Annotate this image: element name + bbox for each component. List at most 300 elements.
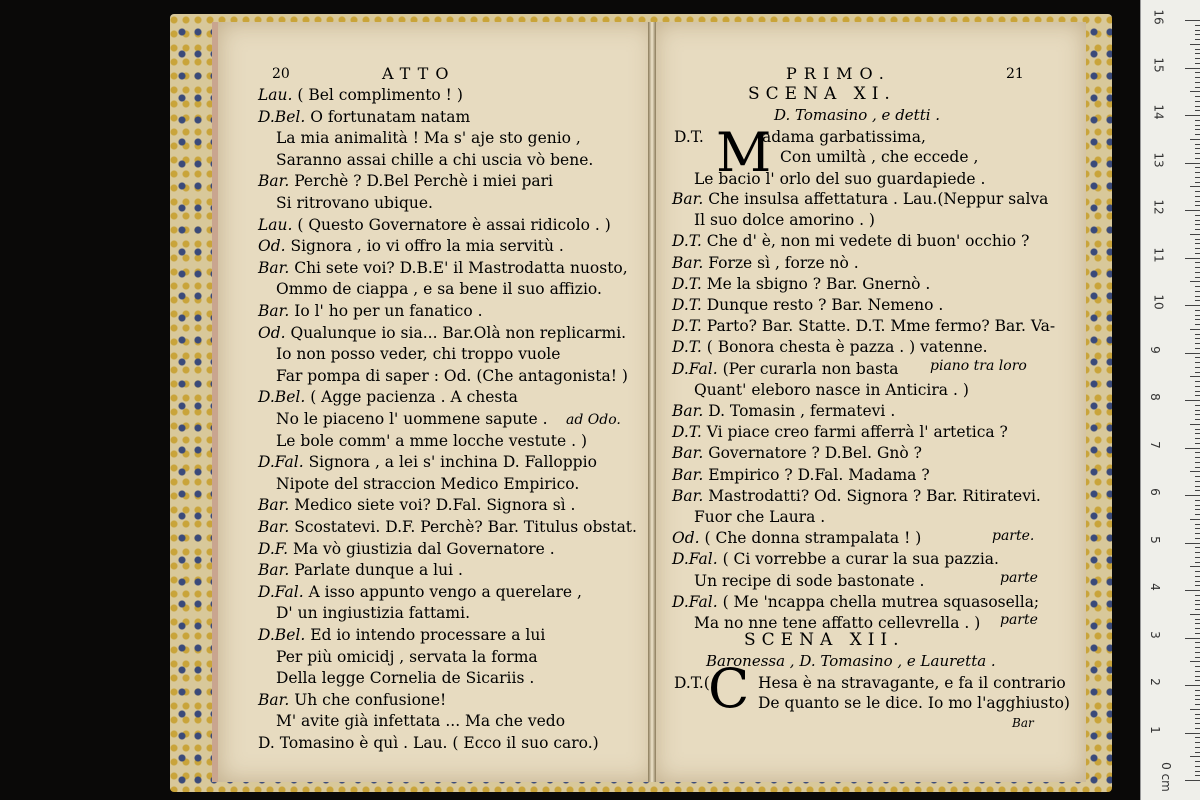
verse-text: Scostatevi. D.F. Perchè? Bar. Titulus obstat. bbox=[294, 518, 637, 536]
verse-text: Dunque resto ? Bar. Nemeno . bbox=[706, 296, 944, 314]
verse-text: ( Che donna strampalata ! ) bbox=[704, 529, 922, 548]
verse-line bbox=[276, 712, 565, 730]
ruler-minor-tick bbox=[1190, 661, 1200, 662]
ruler-minor-tick bbox=[1195, 604, 1200, 605]
ruler-minor-tick bbox=[1195, 642, 1200, 643]
verse-line bbox=[694, 614, 980, 632]
catchword: Bar bbox=[1012, 716, 1034, 730]
speaker-label: Bar. bbox=[672, 402, 709, 420]
ruler-minor-tick bbox=[1195, 106, 1200, 107]
verse-line bbox=[672, 317, 1055, 335]
scene-xii-heading: SCENA XII. bbox=[744, 630, 905, 650]
ruler-minor-tick bbox=[1190, 234, 1200, 235]
ruler-minor-tick bbox=[1195, 775, 1200, 776]
ruler-minor-tick bbox=[1195, 528, 1200, 529]
ruler-minor-tick bbox=[1195, 557, 1200, 558]
ruler-minor-tick bbox=[1195, 628, 1200, 629]
verse-text: O fortunatam natam bbox=[310, 107, 471, 126]
ruler-minor-tick bbox=[1195, 391, 1200, 392]
verse-text: Mastrodatti? Od. Signora ? Bar. Ritiratevi. bbox=[708, 486, 1041, 505]
ruler-minor-tick bbox=[1195, 585, 1200, 586]
ruler-minor-tick bbox=[1195, 486, 1200, 487]
ruler-minor-tick bbox=[1195, 367, 1200, 368]
verse-text: D. Tomasin , fermatevi . bbox=[708, 402, 896, 420]
ruler-minor-tick bbox=[1195, 63, 1200, 64]
ruler-minor-tick bbox=[1195, 752, 1200, 753]
verse-line bbox=[672, 190, 1048, 208]
ruler-label: 5 bbox=[1147, 535, 1162, 544]
verse-text: Della legge Cornelia de Sicariis . bbox=[276, 669, 535, 688]
verse-line bbox=[672, 360, 899, 378]
ruler-minor-tick bbox=[1195, 761, 1200, 762]
ruler-label: 0 cm bbox=[1158, 762, 1173, 792]
ruler-minor-tick bbox=[1195, 205, 1200, 206]
ruler-minor-tick bbox=[1195, 25, 1200, 26]
ruler-minor-tick bbox=[1195, 481, 1200, 482]
ruler-minor-tick bbox=[1195, 243, 1200, 244]
stage-direction: parte. bbox=[992, 528, 1035, 544]
verse-text: D. Tomasino è quì . Lau. ( Ecco il suo caro.) bbox=[258, 734, 599, 752]
verse-line bbox=[672, 444, 922, 462]
verse-line bbox=[258, 691, 446, 709]
verse-text: Io l' ho per un fanatico . bbox=[294, 302, 483, 320]
ruler-minor-tick bbox=[1190, 186, 1200, 187]
ruler-minor-tick bbox=[1195, 657, 1200, 658]
ruler-minor-tick bbox=[1195, 286, 1200, 287]
verse-text: Forze sì , forze nò . bbox=[708, 253, 859, 272]
ruler-minor-tick bbox=[1195, 728, 1200, 729]
ruler-minor-tick bbox=[1195, 562, 1200, 563]
ruler-minor-tick bbox=[1195, 533, 1200, 534]
ruler-minor-tick bbox=[1190, 376, 1200, 377]
verse-line bbox=[672, 487, 1041, 505]
verse-line bbox=[672, 275, 930, 293]
verse-text: No le piaceno l' uommene sapute . bbox=[276, 410, 548, 428]
speaker-label: D.T. bbox=[672, 317, 707, 336]
ruler-minor-tick bbox=[1195, 633, 1200, 634]
verse-text: ( Ci vorrebbe a curar la sua pazzia. bbox=[722, 550, 999, 569]
stage-direction: piano tra loro bbox=[930, 358, 1027, 374]
verse-line bbox=[258, 561, 463, 579]
ruler-minor-tick bbox=[1195, 490, 1200, 491]
ruler-tick bbox=[1185, 685, 1200, 686]
speaker-label: D.Bel. bbox=[258, 107, 311, 126]
ruler-minor-tick bbox=[1195, 443, 1200, 444]
verse-text: Empirico ? D.Fal. Madama ? bbox=[708, 465, 930, 484]
speaker-label: Bar. bbox=[258, 258, 295, 277]
ruler-tick bbox=[1185, 543, 1200, 544]
ruler-label: 1 bbox=[1147, 725, 1162, 734]
ruler-minor-tick bbox=[1195, 429, 1200, 430]
ruler-minor-tick bbox=[1195, 671, 1200, 672]
ruler-minor-tick bbox=[1195, 220, 1200, 221]
ruler-minor-tick bbox=[1195, 101, 1200, 102]
ruler-minor-tick bbox=[1195, 467, 1200, 468]
ruler-minor-tick bbox=[1195, 30, 1200, 31]
ruler-minor-tick bbox=[1195, 419, 1200, 420]
verse-line bbox=[258, 626, 545, 644]
verse-line bbox=[276, 345, 560, 363]
verse-text: Ed io intendo processare a lui bbox=[310, 626, 546, 644]
verse-line bbox=[258, 302, 483, 320]
ruler-tick bbox=[1185, 448, 1200, 449]
verse-line bbox=[276, 432, 587, 450]
verse-line bbox=[672, 550, 999, 568]
right-page-header: PRIMO. bbox=[786, 64, 891, 83]
verse-line bbox=[276, 194, 433, 212]
ruler-minor-tick bbox=[1195, 381, 1200, 382]
verse-text: ( Agge pacienza . A chesta bbox=[310, 388, 518, 407]
ruler-minor-tick bbox=[1195, 680, 1200, 681]
ruler-label: 14 bbox=[1151, 104, 1166, 120]
ruler-minor-tick bbox=[1195, 291, 1200, 292]
speaker-label: Bar. bbox=[258, 561, 295, 580]
left-page-number: 20 bbox=[272, 66, 290, 82]
verse-line bbox=[276, 367, 628, 385]
verse-text: Parto? Bar. Statte. D.T. Mme fermo? Bar. Va- bbox=[706, 317, 1056, 336]
ruler-label: 3 bbox=[1147, 630, 1162, 639]
ruler-minor-tick bbox=[1195, 571, 1200, 572]
speaker-label: D.F. bbox=[258, 539, 293, 558]
verse-line bbox=[694, 572, 925, 590]
ruler-minor-tick bbox=[1195, 96, 1200, 97]
verse-line bbox=[276, 604, 470, 622]
ruler-minor-tick bbox=[1195, 87, 1200, 88]
stage-direction: ad Odo. bbox=[566, 412, 621, 428]
ruler-minor-tick bbox=[1195, 129, 1200, 130]
verse-line bbox=[780, 148, 978, 166]
verse-line bbox=[672, 232, 1029, 250]
speaker-label: Lau. bbox=[258, 215, 298, 234]
right-page-number: 21 bbox=[1006, 66, 1024, 82]
ruler-tick bbox=[1185, 780, 1200, 781]
verse-line bbox=[258, 540, 555, 558]
ruler-tick bbox=[1185, 590, 1200, 591]
ruler-tick bbox=[1185, 733, 1200, 734]
ruler-minor-tick bbox=[1195, 167, 1200, 168]
ruler-minor-tick bbox=[1195, 134, 1200, 135]
ruler-minor-tick bbox=[1195, 552, 1200, 553]
ruler-label: 2 bbox=[1147, 678, 1162, 686]
speaker-label: D.Fal. bbox=[258, 582, 309, 601]
verse-line bbox=[276, 669, 534, 687]
ruler-minor-tick bbox=[1195, 690, 1200, 691]
speaker-label: Bar. bbox=[258, 496, 295, 515]
ruler-tick bbox=[1185, 68, 1200, 69]
ruler-minor-tick bbox=[1195, 201, 1200, 202]
ruler-minor-tick bbox=[1195, 277, 1200, 278]
speaker-label: D.T. bbox=[672, 338, 707, 357]
ruler-minor-tick bbox=[1195, 514, 1200, 515]
verse-line bbox=[694, 211, 875, 229]
ruler-label: 8 bbox=[1147, 393, 1162, 401]
ruler-minor-tick bbox=[1195, 676, 1200, 677]
ruler-minor-tick bbox=[1195, 172, 1200, 173]
ruler-minor-tick bbox=[1195, 262, 1200, 263]
ruler-minor-tick bbox=[1195, 253, 1200, 254]
final-line-2: De quanto se le dice. Io mo l'agghiusto) bbox=[758, 694, 1070, 712]
stage-direction: parte bbox=[1000, 612, 1038, 628]
verse-text: M' avite già infettata ... Ma che vedo bbox=[276, 712, 566, 731]
speaker-label: D.Fal. bbox=[672, 359, 723, 378]
verse-text: Per più omicidj , servata la forma bbox=[276, 647, 538, 666]
verse-line bbox=[672, 338, 988, 356]
speaker-label: D.T. bbox=[672, 274, 707, 293]
ruler-minor-tick bbox=[1195, 742, 1200, 743]
verse-line bbox=[258, 734, 599, 752]
verse-text: Perchè ? D.Bel Perchè i miei pari bbox=[294, 172, 553, 191]
ruler-minor-tick bbox=[1195, 334, 1200, 335]
verse-text: ( Bel complimento ! ) bbox=[297, 86, 463, 104]
ruler-minor-tick bbox=[1195, 177, 1200, 178]
ruler-minor-tick bbox=[1195, 215, 1200, 216]
verse-text: A isso appunto vengo a querelare , bbox=[308, 582, 582, 601]
ruler-minor-tick bbox=[1195, 609, 1200, 610]
speaker-label: Bar. bbox=[672, 190, 709, 208]
speaker-label: Bar. bbox=[672, 253, 709, 272]
ruler-minor-tick bbox=[1195, 723, 1200, 724]
ruler-minor-tick bbox=[1195, 581, 1200, 582]
ruler-tick bbox=[1185, 400, 1200, 401]
ruler-minor-tick bbox=[1195, 595, 1200, 596]
ruler-minor-tick bbox=[1195, 357, 1200, 358]
ruler-minor-tick bbox=[1195, 125, 1200, 126]
ruler-minor-tick bbox=[1195, 72, 1200, 73]
ruler-minor-tick bbox=[1195, 476, 1200, 477]
verse-line bbox=[762, 128, 926, 146]
ruler-label: 12 bbox=[1151, 199, 1166, 215]
verse-line bbox=[672, 529, 921, 547]
ruler-minor-tick bbox=[1195, 438, 1200, 439]
verse-text: Che insulsa affettatura . Lau.(Neppur salva bbox=[708, 190, 1049, 208]
verse-text: Far pompa di saper : Od. (Che antagonista! ) bbox=[276, 366, 628, 385]
verse-line bbox=[258, 496, 575, 514]
ruler-minor-tick bbox=[1190, 424, 1200, 425]
speaker-label: Bar. bbox=[672, 444, 709, 463]
verse-line bbox=[276, 280, 602, 298]
verse-text: Con umiltà , che eccede , bbox=[780, 148, 979, 166]
speaker-label: D.Fal. bbox=[672, 592, 723, 611]
ruler-minor-tick bbox=[1195, 405, 1200, 406]
ruler-minor-tick bbox=[1195, 110, 1200, 111]
ruler-minor-tick bbox=[1195, 319, 1200, 320]
ruler-tick bbox=[1185, 115, 1200, 116]
ruler-minor-tick bbox=[1195, 300, 1200, 301]
ruler-minor-tick bbox=[1195, 248, 1200, 249]
ruler-minor-tick bbox=[1195, 343, 1200, 344]
ruler-minor-tick bbox=[1190, 44, 1200, 45]
verse-text: ( Bonora chesta è pazza . ) vatenne. bbox=[706, 338, 988, 357]
ruler-minor-tick bbox=[1195, 652, 1200, 653]
verse-line bbox=[276, 410, 548, 428]
ruler-minor-tick bbox=[1195, 771, 1200, 772]
ruler-minor-tick bbox=[1195, 34, 1200, 35]
verse-text: adama garbatissima, bbox=[762, 128, 926, 146]
ruler-label: 4 bbox=[1147, 583, 1162, 591]
verse-text: Chi sete voi? D.B.E' il Mastrodatta nuosto, bbox=[294, 258, 628, 277]
verse-text: Io non posso veder, chi troppo vuole bbox=[276, 345, 561, 364]
ruler-minor-tick bbox=[1195, 747, 1200, 748]
ruler-minor-tick bbox=[1195, 619, 1200, 620]
verse-line bbox=[276, 151, 593, 169]
ruler-label: 15 bbox=[1151, 56, 1166, 73]
verse-text: Signora , a lei s' inchina D. Falloppio bbox=[308, 453, 597, 472]
ruler-minor-tick bbox=[1195, 500, 1200, 501]
ruler-minor-tick bbox=[1190, 91, 1200, 92]
ruler-tick bbox=[1185, 353, 1200, 354]
verse-text: (Per curarla non basta bbox=[722, 359, 899, 378]
verse-line bbox=[258, 86, 463, 104]
ruler-label: 6 bbox=[1147, 488, 1162, 496]
ruler-minor-tick bbox=[1195, 267, 1200, 268]
verse-text: Governatore ? D.Bel. Gnò ? bbox=[708, 444, 922, 463]
ruler-minor-tick bbox=[1195, 144, 1200, 145]
verse-text: Che d' è, non mi vedete di buon' occhio ? bbox=[706, 232, 1030, 251]
speaker-label: Bar. bbox=[672, 486, 709, 505]
verse-line bbox=[258, 324, 626, 342]
ruler-minor-tick bbox=[1195, 600, 1200, 601]
ruler-minor-tick bbox=[1190, 139, 1200, 140]
book-gutter bbox=[648, 22, 656, 782]
ruler-minor-tick bbox=[1195, 576, 1200, 577]
ruler-minor-tick bbox=[1195, 153, 1200, 154]
speaker-label: D.T. bbox=[672, 296, 707, 314]
ruler-minor-tick bbox=[1195, 182, 1200, 183]
verse-text: Uh che confusione! bbox=[294, 690, 447, 709]
ruler-minor-tick bbox=[1195, 191, 1200, 192]
final-line-1: Hesa è na stravagante, e fa il contrario bbox=[758, 674, 1066, 692]
final-speaker: D.T.( bbox=[674, 674, 710, 692]
verse-text: Un recipe di sode bastonate . bbox=[694, 571, 925, 590]
verse-text: Qualunque io sia... Bar.Olà non replicarmi. bbox=[290, 323, 627, 342]
ruler-minor-tick bbox=[1195, 704, 1200, 705]
ruler-minor-tick bbox=[1195, 158, 1200, 159]
verse-line bbox=[258, 259, 628, 277]
ruler-minor-tick bbox=[1195, 362, 1200, 363]
ruler-minor-tick bbox=[1195, 699, 1200, 700]
ruler-minor-tick bbox=[1195, 224, 1200, 225]
verse-text: Il suo dolce amorino . ) bbox=[694, 211, 875, 230]
speaker-label: Lau. bbox=[258, 86, 298, 104]
ruler-minor-tick bbox=[1195, 372, 1200, 373]
speaker-label: D.T. bbox=[674, 128, 704, 146]
verse-text: ( Questo Governatore è assai ridicolo . ) bbox=[297, 215, 611, 234]
ruler-minor-tick bbox=[1190, 329, 1200, 330]
ruler-minor-tick bbox=[1195, 296, 1200, 297]
ruler-tick bbox=[1185, 163, 1200, 164]
speaker-label: Bar. bbox=[258, 690, 295, 709]
verse-text: Parlate dunque a lui . bbox=[294, 561, 463, 580]
verse-text: La mia animalità ! Ma s' aje sto genio , bbox=[276, 129, 581, 148]
speaker-label: Bar. bbox=[258, 518, 295, 536]
verse-line bbox=[258, 172, 553, 190]
ruler-minor-tick bbox=[1195, 547, 1200, 548]
ruler-minor-tick bbox=[1190, 756, 1200, 757]
ruler-label: 16 bbox=[1151, 9, 1166, 25]
verse-line bbox=[258, 237, 564, 255]
drop-cap-c: C bbox=[708, 657, 750, 720]
ruler-tick bbox=[1185, 20, 1200, 21]
verse-text: Nipote del straccion Medico Empirico. bbox=[276, 474, 580, 493]
ruler-tick bbox=[1185, 258, 1200, 259]
speaker-label: Od. bbox=[258, 323, 291, 342]
ruler-minor-tick bbox=[1195, 58, 1200, 59]
ruler-minor-tick bbox=[1195, 538, 1200, 539]
ruler-minor-tick bbox=[1195, 338, 1200, 339]
verse-text: Quant' eleboro nasce in Anticira . ) bbox=[694, 380, 969, 399]
ruler-minor-tick bbox=[1195, 324, 1200, 325]
scene-xii-cast: Baronessa , D. Tomasino , e Lauretta . bbox=[706, 652, 996, 670]
ruler-tick bbox=[1185, 495, 1200, 496]
ruler-label: 11 bbox=[1151, 246, 1166, 263]
verse-line bbox=[258, 216, 611, 234]
ruler-minor-tick bbox=[1195, 714, 1200, 715]
ruler-minor-tick bbox=[1195, 39, 1200, 40]
verse-text: Vi piace creo farmi afferrà l' artetica ? bbox=[706, 423, 1008, 442]
ruler-minor-tick bbox=[1190, 519, 1200, 520]
verse-line bbox=[276, 129, 581, 147]
ruler-minor-tick bbox=[1195, 272, 1200, 273]
ruler-minor-tick bbox=[1195, 737, 1200, 738]
ruler-minor-tick bbox=[1195, 386, 1200, 387]
ruler-minor-tick bbox=[1195, 410, 1200, 411]
ruler-minor-tick bbox=[1195, 666, 1200, 667]
verse-text: Si ritrovano ubique. bbox=[276, 194, 433, 212]
ruler-minor-tick bbox=[1195, 433, 1200, 434]
speaker-label: Od. bbox=[672, 529, 705, 548]
verse-line bbox=[258, 518, 637, 536]
verse-line bbox=[672, 593, 1039, 611]
ruler-minor-tick bbox=[1190, 281, 1200, 282]
speaker-label: Bar. bbox=[672, 465, 709, 484]
verse-text: Fuor che Laura . bbox=[694, 508, 826, 526]
ruler-minor-tick bbox=[1195, 414, 1200, 415]
ruler-label: 9 bbox=[1147, 345, 1162, 354]
ruler-minor-tick bbox=[1195, 695, 1200, 696]
scene-xi-heading: SCENA XI. bbox=[748, 84, 896, 104]
verse-text: Ommo de ciappa , e sa bene il suo affizio. bbox=[276, 280, 602, 299]
verse-text: D' un ingiustizia fattami. bbox=[276, 604, 470, 623]
speaker-label: Bar. bbox=[258, 172, 295, 191]
ruler-tick bbox=[1185, 305, 1200, 306]
ruler-tick bbox=[1185, 638, 1200, 639]
ruler-minor-tick bbox=[1190, 614, 1200, 615]
verse-line bbox=[694, 170, 985, 188]
verse-line bbox=[258, 583, 582, 601]
ruler-label: 10 bbox=[1151, 294, 1166, 310]
ruler-minor-tick bbox=[1190, 709, 1200, 710]
verse-text: Ma no nne tene affatto cellevrella . ) bbox=[694, 614, 981, 632]
speaker-label: D.T. bbox=[672, 232, 707, 251]
ruler-minor-tick bbox=[1195, 229, 1200, 230]
ruler-minor-tick bbox=[1195, 524, 1200, 525]
verse-text: Ma vò giustizia dal Governatore . bbox=[293, 539, 555, 558]
measurement-ruler bbox=[1140, 0, 1200, 800]
ruler-minor-tick bbox=[1195, 452, 1200, 453]
verse-line bbox=[258, 453, 597, 471]
verse-line bbox=[672, 466, 930, 484]
ruler-minor-tick bbox=[1195, 239, 1200, 240]
verse-text: Signora , io vi offro la mia servitù . bbox=[290, 237, 564, 256]
ruler-label: 13 bbox=[1151, 151, 1166, 168]
verse-text: Saranno assai chille a chi uscia vò bene. bbox=[276, 150, 594, 169]
ruler-minor-tick bbox=[1195, 53, 1200, 54]
verse-line bbox=[694, 381, 969, 399]
ruler-minor-tick bbox=[1195, 718, 1200, 719]
stage-direction: parte bbox=[1000, 570, 1038, 586]
verse-text: Me la sbigno ? Bar. Gnernò . bbox=[706, 274, 931, 293]
ruler-minor-tick bbox=[1195, 462, 1200, 463]
